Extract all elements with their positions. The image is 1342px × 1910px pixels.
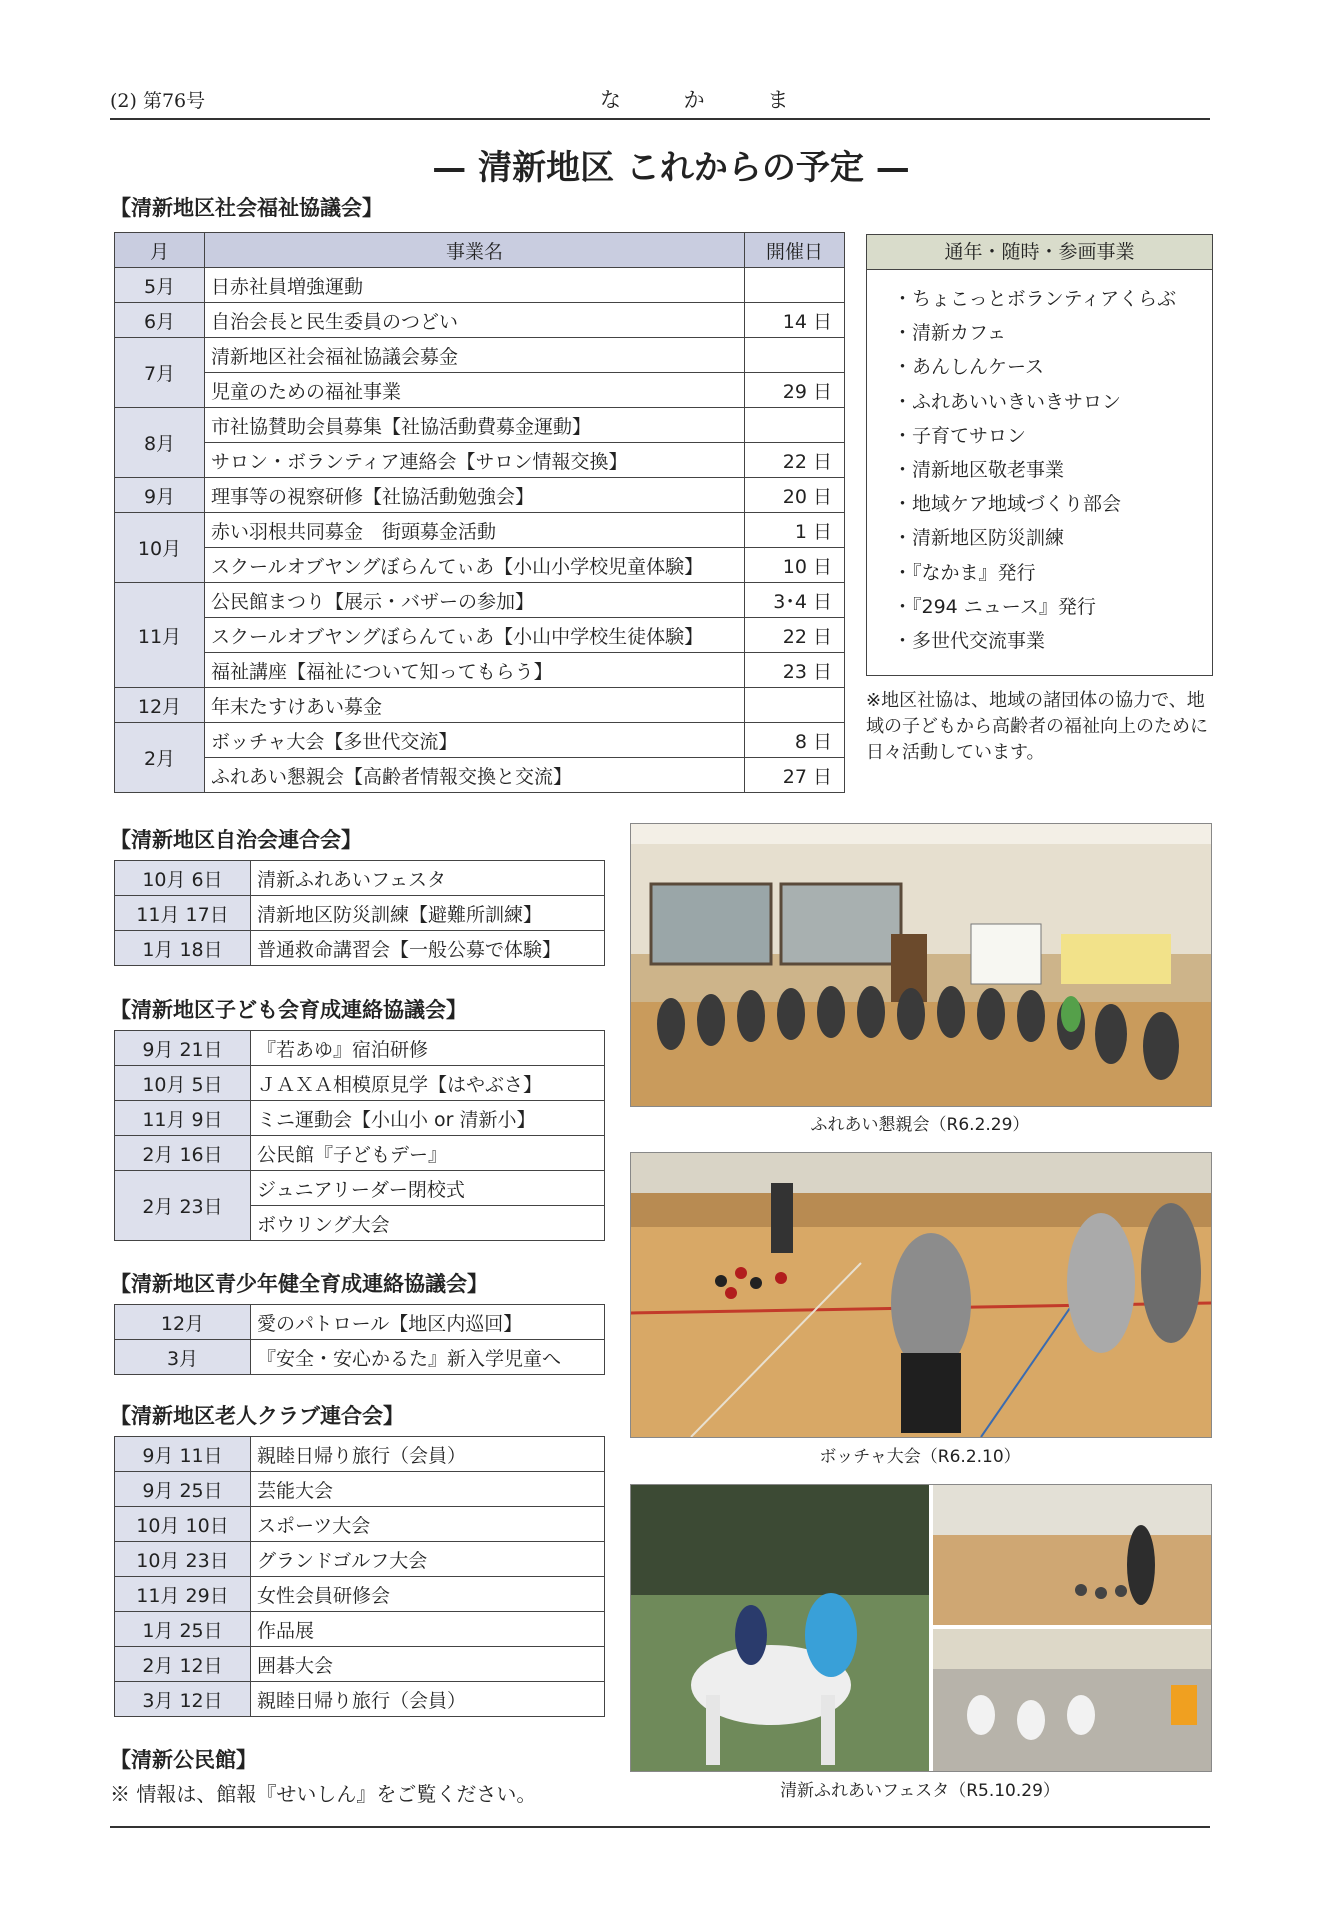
event-cell: 清新ふれあいフェスタ	[251, 861, 605, 896]
day-cell	[745, 408, 845, 443]
list-item: ・清新カフェ	[893, 322, 1007, 345]
table-row	[115, 618, 845, 653]
day-cell: 1 日	[745, 513, 845, 548]
table-row	[115, 303, 845, 338]
event-cell: スクールオブヤングぼらんてぃあ【小山中学校生徒体験】	[205, 618, 745, 653]
photo-boccia	[630, 1152, 1212, 1438]
event-cell: 親睦日帰り旅行（会員）	[251, 1682, 605, 1717]
photo-gathering	[630, 823, 1212, 1107]
header-rule	[110, 118, 1210, 120]
date-cell: 3月 12日	[115, 1682, 251, 1717]
kominkan-text: ※ 情報は、館報『せいしん』をご覧ください。	[110, 1782, 537, 1806]
table-row	[115, 408, 845, 443]
masthead: な か ま	[600, 88, 817, 112]
table-row	[115, 688, 845, 723]
date-cell: 10月 10日	[115, 1507, 251, 1542]
table-header-row	[115, 233, 845, 268]
note-text: ※地区社協は、地域の諸団体の協力で、地域の子どもから高齢者の福祉向上のために日々活動しています。	[866, 690, 1208, 763]
table-row	[115, 1472, 605, 1507]
issue-number: (2) 第76号	[110, 90, 206, 112]
event-cell: 清新地区社会福祉協議会募金	[205, 338, 745, 373]
event-cell: スポーツ大会	[251, 1507, 605, 1542]
table-row	[115, 1031, 605, 1066]
kodomo-table	[114, 1030, 605, 1241]
shakyo-table	[114, 232, 845, 793]
section-title-kominkan: 【清新公民館】	[110, 1747, 257, 1772]
event-cell: ふれあい懇親会【高齢者情報交換と交流】	[205, 758, 745, 793]
table-row	[115, 1542, 605, 1577]
date-cell: 12月	[115, 1305, 251, 1340]
date-cell: 2月 16日	[115, 1136, 251, 1171]
event-cell: 児童のための福祉事業	[205, 373, 745, 408]
event-cell: 赤い羽根共同募金 街頭募金活動	[205, 513, 745, 548]
table-row	[115, 1136, 605, 1171]
event-cell: 『若あゆ』宿泊研修	[251, 1031, 605, 1066]
table-row	[115, 1066, 605, 1101]
table-row	[115, 268, 845, 303]
table-row	[115, 931, 605, 966]
date-cell: 11月 17日	[115, 896, 251, 931]
month-cell: 5月	[115, 268, 205, 303]
list-item: ・地域ケア地域づくり部会	[893, 493, 1122, 516]
table-row	[115, 513, 845, 548]
day-cell: 29 日	[745, 373, 845, 408]
day-cell	[745, 688, 845, 723]
event-cell: 公民館『子どもデー』	[251, 1136, 605, 1171]
event-cell: 自治会長と民生委員のつどい	[205, 303, 745, 338]
date-cell: 2月 23日	[115, 1171, 251, 1241]
table-row	[115, 1340, 605, 1375]
list-item: ・清新地区敬老事業	[893, 459, 1065, 482]
list-item: ・あんしんケース	[893, 356, 1045, 379]
table-row	[115, 896, 605, 931]
date-cell: 10月 5日	[115, 1066, 251, 1101]
event-cell: 普通救命講習会【一般公募で体験】	[251, 931, 605, 966]
seishonen-table	[114, 1304, 605, 1375]
table-row	[115, 1305, 605, 1340]
month-cell: 12月	[115, 688, 205, 723]
event-cell: 作品展	[251, 1612, 605, 1647]
day-cell: 10 日	[745, 548, 845, 583]
section-title-jichikai: 【清新地区自治会連合会】	[110, 827, 362, 852]
table-row	[115, 1577, 605, 1612]
table-row	[115, 1647, 605, 1682]
date-cell: 11月 9日	[115, 1101, 251, 1136]
photo-caption: ふれあい懇親会（R6.2.29）	[810, 1115, 1030, 1135]
table-row	[115, 443, 845, 478]
event-cell: 市社協賛助会員募集【社協活動費募金運動】	[205, 408, 745, 443]
event-cell: 『安全・安心かるた』新入学児童へ	[251, 1340, 605, 1375]
month-cell: 10月	[115, 513, 205, 583]
month-cell: 6月	[115, 303, 205, 338]
table-row	[115, 1101, 605, 1136]
event-cell: 清新地区防災訓練【避難所訓練】	[251, 896, 605, 931]
list-item: ・『294 ニュース』発行	[893, 595, 1096, 618]
table-row	[115, 1612, 605, 1647]
date-cell: 9月 21日	[115, 1031, 251, 1066]
date-cell: 10月 23日	[115, 1542, 251, 1577]
event-cell: 公民館まつり【展示・バザーの参加】	[205, 583, 745, 618]
event-cell: 芸能大会	[251, 1472, 605, 1507]
photo-caption: 清新ふれあいフェスタ（R5.10.29）	[780, 1781, 1060, 1801]
section-title-kodomo: 【清新地区子ども会育成連絡協議会】	[110, 997, 467, 1022]
month-cell: 8月	[115, 408, 205, 478]
day-cell: 20 日	[745, 478, 845, 513]
photo-festa	[630, 1484, 1212, 1772]
month-cell: 11月	[115, 583, 205, 688]
table-row	[115, 653, 845, 688]
list-item: ・『なかま』発行	[893, 561, 1036, 584]
event-cell: スクールオブヤングぼらんてぃあ【小山小学校児童体験】	[205, 548, 745, 583]
event-cell: 理事等の視察研修【社協活動勉強会】	[205, 478, 745, 513]
annual-events-title: 通年・随時・参画事業	[867, 235, 1212, 270]
date-cell: 9月 11日	[115, 1437, 251, 1472]
jichikai-table	[114, 860, 605, 966]
day-cell: 27 日	[745, 758, 845, 793]
date-cell: 11月 29日	[115, 1577, 251, 1612]
event-cell: ミニ運動会【小山小 or 清新小】	[251, 1101, 605, 1136]
day-cell	[745, 338, 845, 373]
date-cell: 2月 12日	[115, 1647, 251, 1682]
event-cell: 日赤社員増強運動	[205, 268, 745, 303]
table-row	[115, 1171, 605, 1206]
col-header-day: 開催日	[745, 233, 845, 268]
event-cell: グランドゴルフ大会	[251, 1542, 605, 1577]
annual-events-box	[866, 234, 1213, 676]
list-item: ・ちょこっとボランティアくらぶ	[893, 288, 1177, 310]
list-item: ・子育てサロン	[893, 424, 1027, 447]
date-cell: 1月 18日	[115, 931, 251, 966]
day-cell: 22 日	[745, 618, 845, 653]
month-cell: 2月	[115, 723, 205, 793]
month-cell: 9月	[115, 478, 205, 513]
col-header-month: 月	[115, 233, 205, 268]
day-cell	[745, 268, 845, 303]
section-title-seishonen: 【清新地区青少年健全育成連絡協議会】	[110, 1271, 488, 1296]
event-cell: ＪＡＸＡ相模原見学【はやぶさ】	[251, 1066, 605, 1101]
table-row	[115, 548, 845, 583]
table-row	[115, 1437, 605, 1472]
event-cell: 親睦日帰り旅行（会員）	[251, 1437, 605, 1472]
annual-events-list	[893, 282, 1212, 658]
event-cell: 愛のパトロール【地区内巡回】	[251, 1305, 605, 1340]
date-cell: 3月	[115, 1340, 251, 1375]
section-title-shakyo: 【清新地区社会福祉協議会】	[110, 195, 383, 220]
day-cell: 3･4 日	[745, 583, 845, 618]
date-cell: 10月 6日	[115, 861, 251, 896]
table-row	[115, 373, 845, 408]
col-header-event: 事業名	[205, 233, 745, 268]
list-item: ・ふれあいいきいきサロン	[893, 390, 1122, 413]
table-row	[115, 478, 845, 513]
table-row	[115, 758, 845, 793]
event-cell: ボッチャ大会【多世代交流】	[205, 723, 745, 758]
list-item: ・清新地区防災訓練	[893, 527, 1065, 550]
day-cell: 23 日	[745, 653, 845, 688]
table-row	[115, 723, 845, 758]
event-cell: サロン・ボランティア連絡会【サロン情報交換】	[205, 443, 745, 478]
month-cell: 7月	[115, 338, 205, 408]
event-cell: 福祉講座【福祉について知ってもらう】	[205, 653, 745, 688]
event-cell: 年末たすけあい募金	[205, 688, 745, 723]
rojin-table	[114, 1436, 605, 1717]
table-row	[115, 1507, 605, 1542]
table-row	[115, 338, 845, 373]
photo-caption: ボッチャ大会（R6.2.10）	[819, 1447, 1021, 1467]
footer-rule	[110, 1826, 1210, 1828]
table-row	[115, 861, 605, 896]
day-cell: 8 日	[745, 723, 845, 758]
date-cell: 9月 25日	[115, 1472, 251, 1507]
list-item: ・多世代交流事業	[893, 630, 1046, 653]
event-cell: ジュニアリーダー閉校式	[251, 1171, 605, 1206]
day-cell: 14 日	[745, 303, 845, 338]
table-row	[115, 583, 845, 618]
section-title-rojin: 【清新地区老人クラブ連合会】	[110, 1403, 404, 1428]
date-cell: 1月 25日	[115, 1612, 251, 1647]
event-cell: 女性会員研修会	[251, 1577, 605, 1612]
page-title: — 清新地区 これからの予定 —	[432, 148, 910, 188]
table-row	[115, 1682, 605, 1717]
day-cell: 22 日	[745, 443, 845, 478]
event-cell: ボウリング大会	[251, 1206, 605, 1241]
event-cell: 囲碁大会	[251, 1647, 605, 1682]
